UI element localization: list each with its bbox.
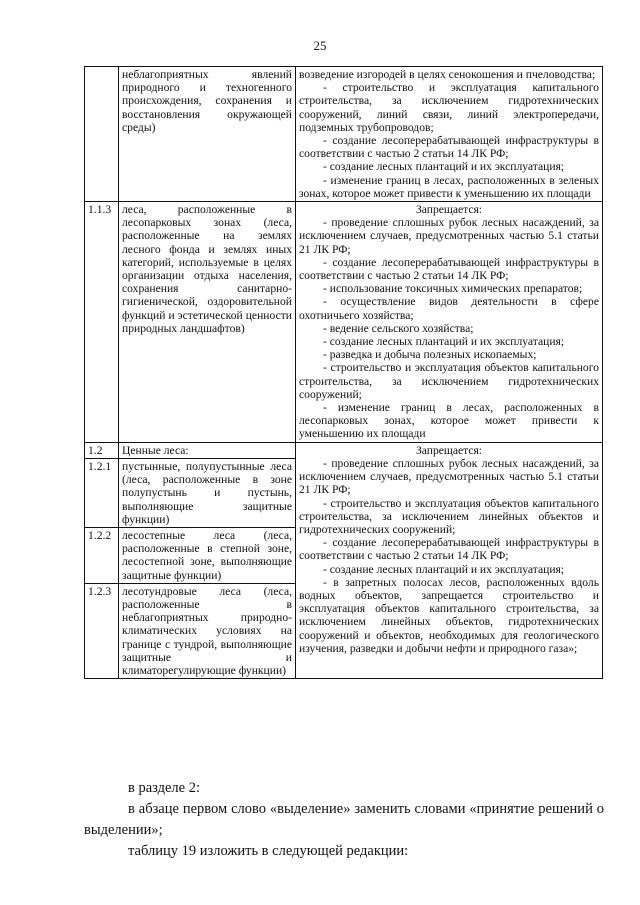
forest-category: лесостепные леса (леса, расположенные в степной зоне, лесостепной зоне, выполняющие защитные функции)	[119, 527, 296, 583]
table-row	[85, 202, 603, 443]
restriction-item: - изменение границ в лесах, расположенных в зеленых зонах, которое может привести к уменьшению их площади	[299, 173, 599, 200]
table-row	[85, 442, 603, 458]
restriction-item: - использование токсичных химических препаратов;	[323, 282, 583, 296]
restrictions-cell	[296, 202, 603, 443]
row-number: 1.2	[85, 442, 119, 458]
row-number: 1.2.3	[85, 583, 119, 678]
row-number: 1.1.3	[85, 202, 119, 443]
row-number: 1.2.2	[85, 527, 119, 583]
amendment-text	[84, 778, 604, 862]
forest-category: лесотундровые леса (леса, расположенные в неблагоприятных природно-климатических условиях на границе с тундрой, выполняющие защитные и климаторегулирующие функции)	[119, 583, 296, 678]
restriction-heading: Запрещается:	[415, 203, 483, 217]
row-number: 1.2.1	[85, 458, 119, 527]
table-row	[85, 67, 603, 202]
restriction-item: - строительство и эксплуатация объектов капитального строительства, за исключением линейных объектов и гидротехнических сооружений;	[299, 496, 599, 536]
forest-category: леса, расположенные в лесопарковых зонах (леса, расположенные на землях лесного фонда и землях иных категорий, используемые в целях организации отдыха населения, сохранения санитарно-гигиенической, оздоровительной функций и эстетической ценности природных ландшафтов)	[119, 202, 296, 443]
forest-category: неблагоприятных явлений природного и техногенного происхождения, сохранения и восстановления окружающей среды)	[119, 67, 296, 202]
restriction-item: - создание лесоперерабатывающей инфраструктуры в соответствии с частью 2 статьи 14 ЛК РФ;	[299, 255, 599, 283]
paragraph: таблицу 19 изложить в следующей редакции:	[128, 843, 409, 859]
restriction-item: - изменение границ в лесах, расположенных в лесопарковых зонах, которое может привести к уменьшению их площади	[299, 401, 599, 441]
restriction-item: - проведение сплошных рубок лесных насаждений, за исключением случаев, предусмотренных частью 5.1 статьи 21 ЛК РФ;	[299, 216, 599, 256]
restriction-item: - ведение сельского хозяйства;	[323, 321, 474, 335]
forest-category: пустынные, полупустынные леса (леса, расположенные в зоне полупустынь и пустынь, выполняющие защитные функции)	[119, 458, 296, 527]
restriction-item: - в запретных полосах лесов, расположенных вдоль водных объектов, запрещается строительство и эксплуатация объектов капитального строительства, за исключением линейных объектов, гидротехнических сооружений и объектов, необходимых для геологического изучения, разведки и добычи нефти и природного газа»;	[299, 575, 599, 655]
restriction-item: - создание лесоперерабатывающей инфраструктуры в соответствии с частью 2 статьи 14 ЛК РФ;	[299, 134, 599, 161]
restriction-item: - создание лесных плантаций и их эксплуатация;	[323, 160, 565, 174]
restriction-item: - разведка и добыча полезных ископаемых;	[323, 348, 537, 362]
restriction-item: - строительство и эксплуатация капитального строительства, за исключением гидротехнических сооружений, линий связи, линий электропередачи, подземных трубопроводов;	[299, 81, 599, 134]
restriction-item: - осуществление видов деятельности в сфере охотничьего хозяйства;	[299, 295, 599, 322]
restriction-heading: Запрещается:	[415, 443, 483, 457]
restriction-item: - создание лесоперерабатывающей инфраструктуры в соответствии с частью 2 статьи 14 ЛК РФ;	[299, 536, 599, 563]
paragraph: в разделе 2:	[128, 780, 201, 796]
restriction-item: - создание лесных плантаций и их эксплуатация;	[323, 335, 565, 349]
page-number: 25	[313, 38, 327, 53]
restriction-item: - строительство и эксплуатация объектов капитального строительства, за исключением гидротехнических сооружений;	[299, 361, 599, 401]
paragraph: в абзаце первом слово «выделение» заменить словами «принятие решений о выделении»;	[84, 801, 604, 838]
restrictions-cell	[296, 67, 603, 202]
restriction-item: возведение изгородей в целях сенокошения и пчеловодства;	[299, 68, 596, 81]
forest-regime-table	[84, 66, 603, 679]
restrictions-cell	[296, 442, 603, 678]
row-number	[85, 67, 119, 202]
forest-category: Ценные леса:	[119, 442, 296, 458]
restriction-item: - проведение сплошных рубок лесных насаждений, за исключением случаев, предусмотренных частью 5.1 статьи 21 ЛК РФ;	[299, 456, 599, 497]
restriction-item: - создание лесных плантаций и их эксплуатация;	[323, 562, 565, 576]
